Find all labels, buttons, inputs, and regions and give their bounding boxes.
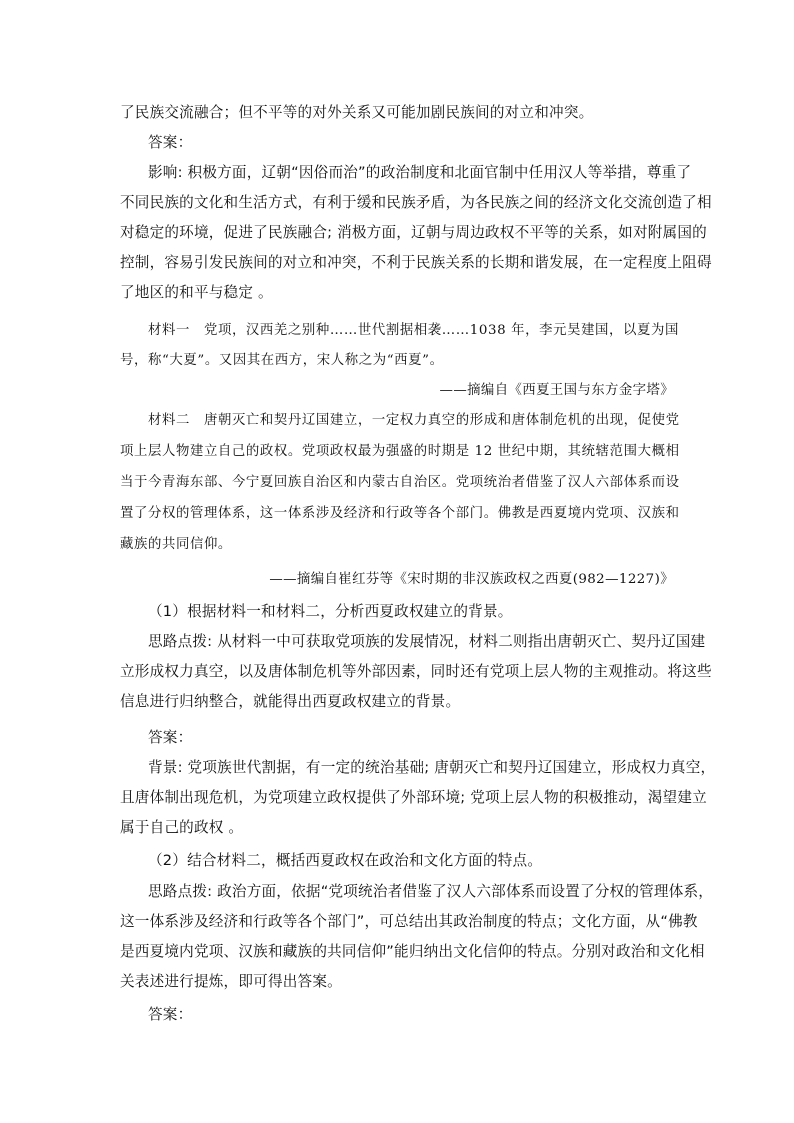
text-line: 了地区的和平与稳定 。 [120, 284, 273, 301]
hint-line: 立形成权力真空，以及唐体制危机等外部因素，同时还有党项上层人物的主观推动。将这些 [120, 663, 712, 680]
material-two-line: 置了分权的管理体系，这一体系涉及经济和行政等各个部门。佛教是西夏境内党项、汉族和 [120, 506, 680, 521]
question-1: （1）根据材料一和材料二，分析西夏政权建立的背景。 [148, 603, 513, 620]
material-one-source: ——摘编自《西夏王国与东方金字塔》 [439, 383, 674, 398]
material-two-line: 材料二 唐朝灭亡和契丹辽国建立，一定权力真空的形成和唐体制危机的出现，促使党 [148, 413, 680, 428]
material-two-line: 当于今青海东部、今宁夏回族自治区和内蒙古自治区。党项统治者借鉴了汉人六部体系而设 [120, 475, 680, 490]
hint-line: 关表述进行提炼，即可得出答案。 [120, 973, 342, 990]
answer-line: 背景: 党项族世代割据，有一定的统治基础; 唐朝灭亡和契丹辽国建立，形成权力真空， [148, 759, 716, 776]
answer-line: 属于自己的政权 。 [120, 819, 244, 836]
material-one-line: 号，称“大夏”。又因其在西方，宋人称之为“西夏”。 [120, 353, 444, 368]
hint-line: 思路点拨: 政治方面，依据“党项统治者借鉴了汉人六部体系而设置了分权的管理体系， [148, 883, 714, 900]
hint-line: 思路点拨: 从材料一中可获取党项族的发展情况，材料二则指出唐朝灭亡、契丹辽国建 [148, 633, 706, 650]
text-line: 影响: 积极方面，辽朝“因俗而治”的政治制度和北面官制中任用汉人等举措，尊重了 [148, 164, 692, 181]
hint-line: 信息进行归纳整合，就能得出西夏政权建立的背景。 [120, 693, 461, 710]
answer-line: 且唐体制出现危机，为党项建立政权提供了外部环境; 党项上层人物的积极推动，渴望建立 [120, 789, 707, 806]
answer-label: 答案： [148, 1006, 193, 1023]
question-2: （2）结合材料二，概括西夏政权在政治和文化方面的特点。 [148, 852, 543, 869]
text-line: 了民族交流融合；但不平等的对外关系又可能加剧民族间的对立和冲突。 [120, 104, 594, 121]
text-line: 不同民族的文化和生活方式，有利于缓和民族矛盾，为各民族之间的经济文化交流创造了相 [120, 194, 712, 211]
hint-line: 这一体系涉及经济和行政等各个部门”，可总结出其政治制度的特点；文化方面，从“佛教 [120, 913, 698, 930]
material-one-line: 材料一 党项，汉西羌之别种……世代割据相袭……1038 年，李元昊建国，以夏为国 [148, 323, 680, 338]
answer-label: 答案： [148, 134, 193, 151]
text-line: 控制，容易引发民族间的对立和冲突，不利于民族关系的长期和谐发展，在一定程度上阻碍 [120, 254, 712, 271]
text-line: 对稳定的环境，促进了民族融合; 消极方面，辽朝与周边政权不平等的关系，如对附属国的 [120, 224, 707, 241]
hint-line: 是西夏境内党项、汉族和藏族的共同信仰”能归纳出文化信仰的特点。分别对政治和文化相 [120, 943, 705, 960]
material-two-line: 项上层人物建立自己的政权。党项政权最为强盛的时期是 12 世纪中期，其统辖范围大概相 [120, 444, 680, 459]
answer-label: 答案： [148, 729, 193, 746]
material-two-source: ——摘编自崔红芬等《宋时期的非汉族政权之西夏(982—1227)》 [269, 572, 674, 587]
material-two-line: 藏族的共同信仰。 [120, 537, 232, 552]
